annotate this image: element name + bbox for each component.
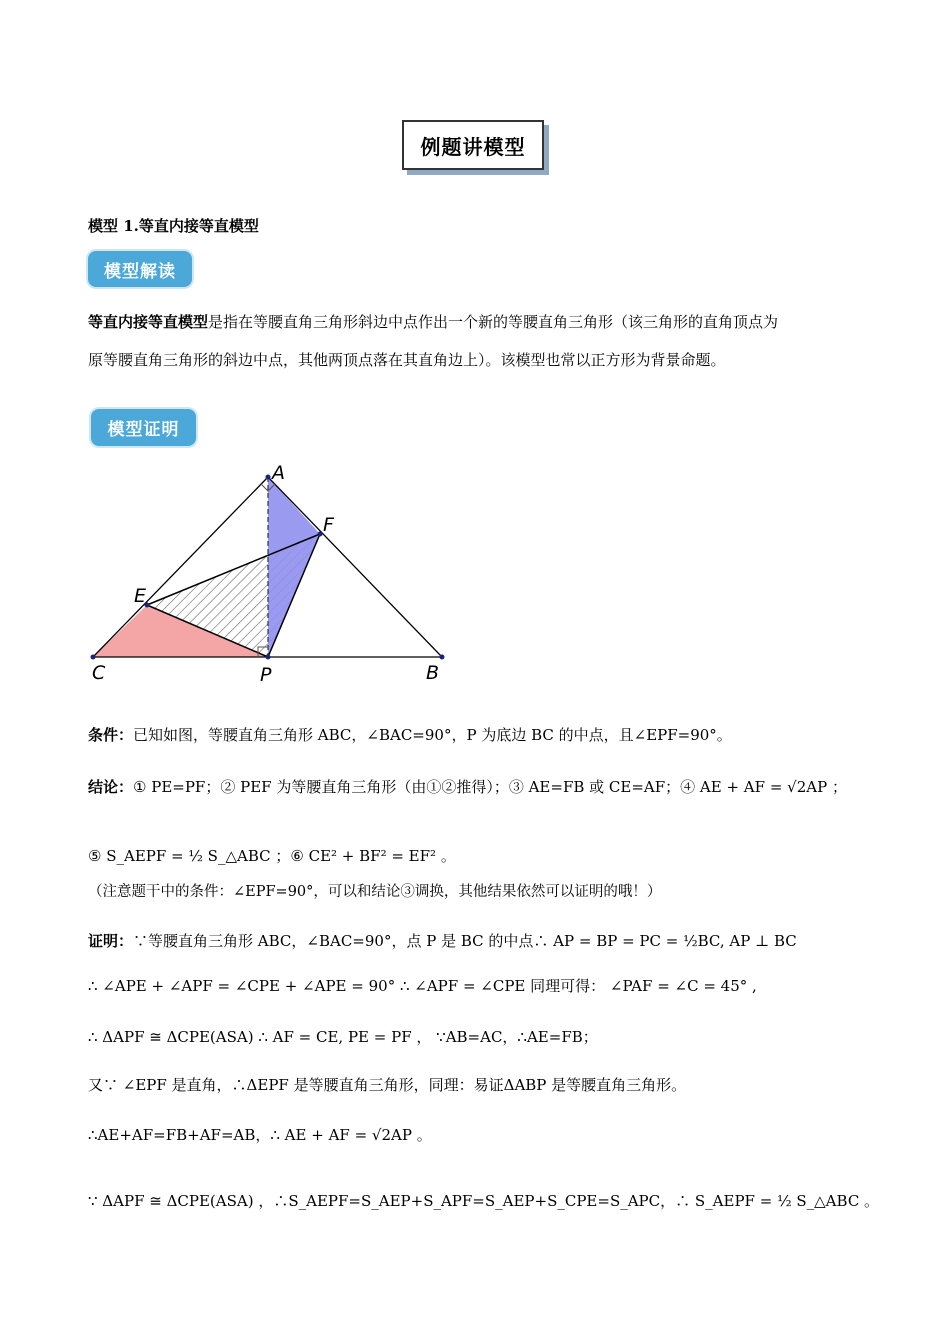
conditions-line	[88, 724, 732, 745]
point-c	[91, 655, 96, 660]
badge-model-proof: 模型证明	[91, 409, 196, 446]
conditions-text: 已知如图，等腰直角三角形 ABC，∠BAC=90°，P 为底边 BC 的中点，且∠EPF=90°。	[133, 726, 732, 744]
proof-line-6: ∵ ΔAPF ≅ ΔCPE(ASA) ，∴S_AEPF=S_AEP+S_APF=S_AEP+S_CPE=S_APC，∴ S_AEPF = ½ S_△ABC 。	[88, 1192, 880, 1210]
section-title: 例题讲模型	[402, 120, 544, 170]
model-heading: 模型 1.等直内接等直模型	[88, 217, 259, 235]
point-a	[266, 475, 271, 480]
proof-line-5: ∴AE+AF=FB+AF=AB，∴ AE + AF = √2AP 。	[88, 1126, 432, 1144]
intro-line-1	[88, 303, 778, 341]
proof-line-2: ∴ ∠APE + ∠APF = ∠CPE + ∠APE = 90° ∴ ∠APF = ∠CPE 同理可得： ∠PAF = ∠C = 45° ,	[88, 977, 757, 995]
label-e: E	[134, 585, 147, 607]
proof-line-1	[88, 930, 797, 951]
intro-line-1-text: 是指在等腰直角三角形斜边中点作出一个新的等腰直角三角形（该三角形的直角顶点为	[208, 313, 779, 331]
point-f	[318, 532, 323, 537]
point-p	[266, 655, 271, 660]
conditions-label: 条件：	[88, 726, 134, 744]
proof-line-4: 又∵ ∠EPF 是直角，∴ΔEPF 是等腰直角三角形，同理：易证ΔABP 是等腰直角三角形。	[88, 1076, 687, 1094]
label-f: F	[323, 514, 334, 536]
label-p: P	[260, 664, 272, 686]
point-b	[440, 655, 445, 660]
conclusions-note: （注意题干中的条件：∠EPF=90°，可以和结论③调换，其他结果依然可以证明的哦！）	[88, 884, 662, 900]
label-a: A	[272, 462, 285, 484]
label-c: C	[92, 662, 106, 684]
intro-term: 等直内接等直模型	[88, 313, 209, 331]
proof-text-1: ∵等腰直角三角形 ABC，∠BAC=90°，点 P 是 BC 的中点∴ AP = BP = PC = ½BC, AP ⊥ BC	[133, 932, 797, 950]
proof-label: 证明：	[88, 932, 134, 950]
label-b: B	[426, 662, 440, 684]
proof-line-3: ∴ ΔAPF ≅ ΔCPE(ASA) ∴ AF = CE, PE = PF ， ∵AB=AC，∴AE=FB；	[88, 1028, 598, 1046]
conclusions-line-2: ⑤ S_AEPF = ½ S_△ABC ；⑥ CE² + BF² = EF² 。	[88, 847, 456, 865]
intro-line-2: 原等腰直角三角形的斜边中点，其他两顶点落在其直角边上）。该模型也常以正方形为背景命题。	[88, 351, 726, 369]
badge-model-interpret: 模型解读	[88, 251, 192, 287]
conclusions-label: 结论：	[88, 778, 134, 796]
geometry-figure	[80, 455, 460, 690]
conclusions-line-1	[88, 776, 847, 797]
conclusions-text-1: ① PE=PF；② PEF 为等腰直角三角形（由①②推得）；③ AE=FB 或 CE=AF；④ AE + AF = √2AP ；	[133, 778, 847, 796]
